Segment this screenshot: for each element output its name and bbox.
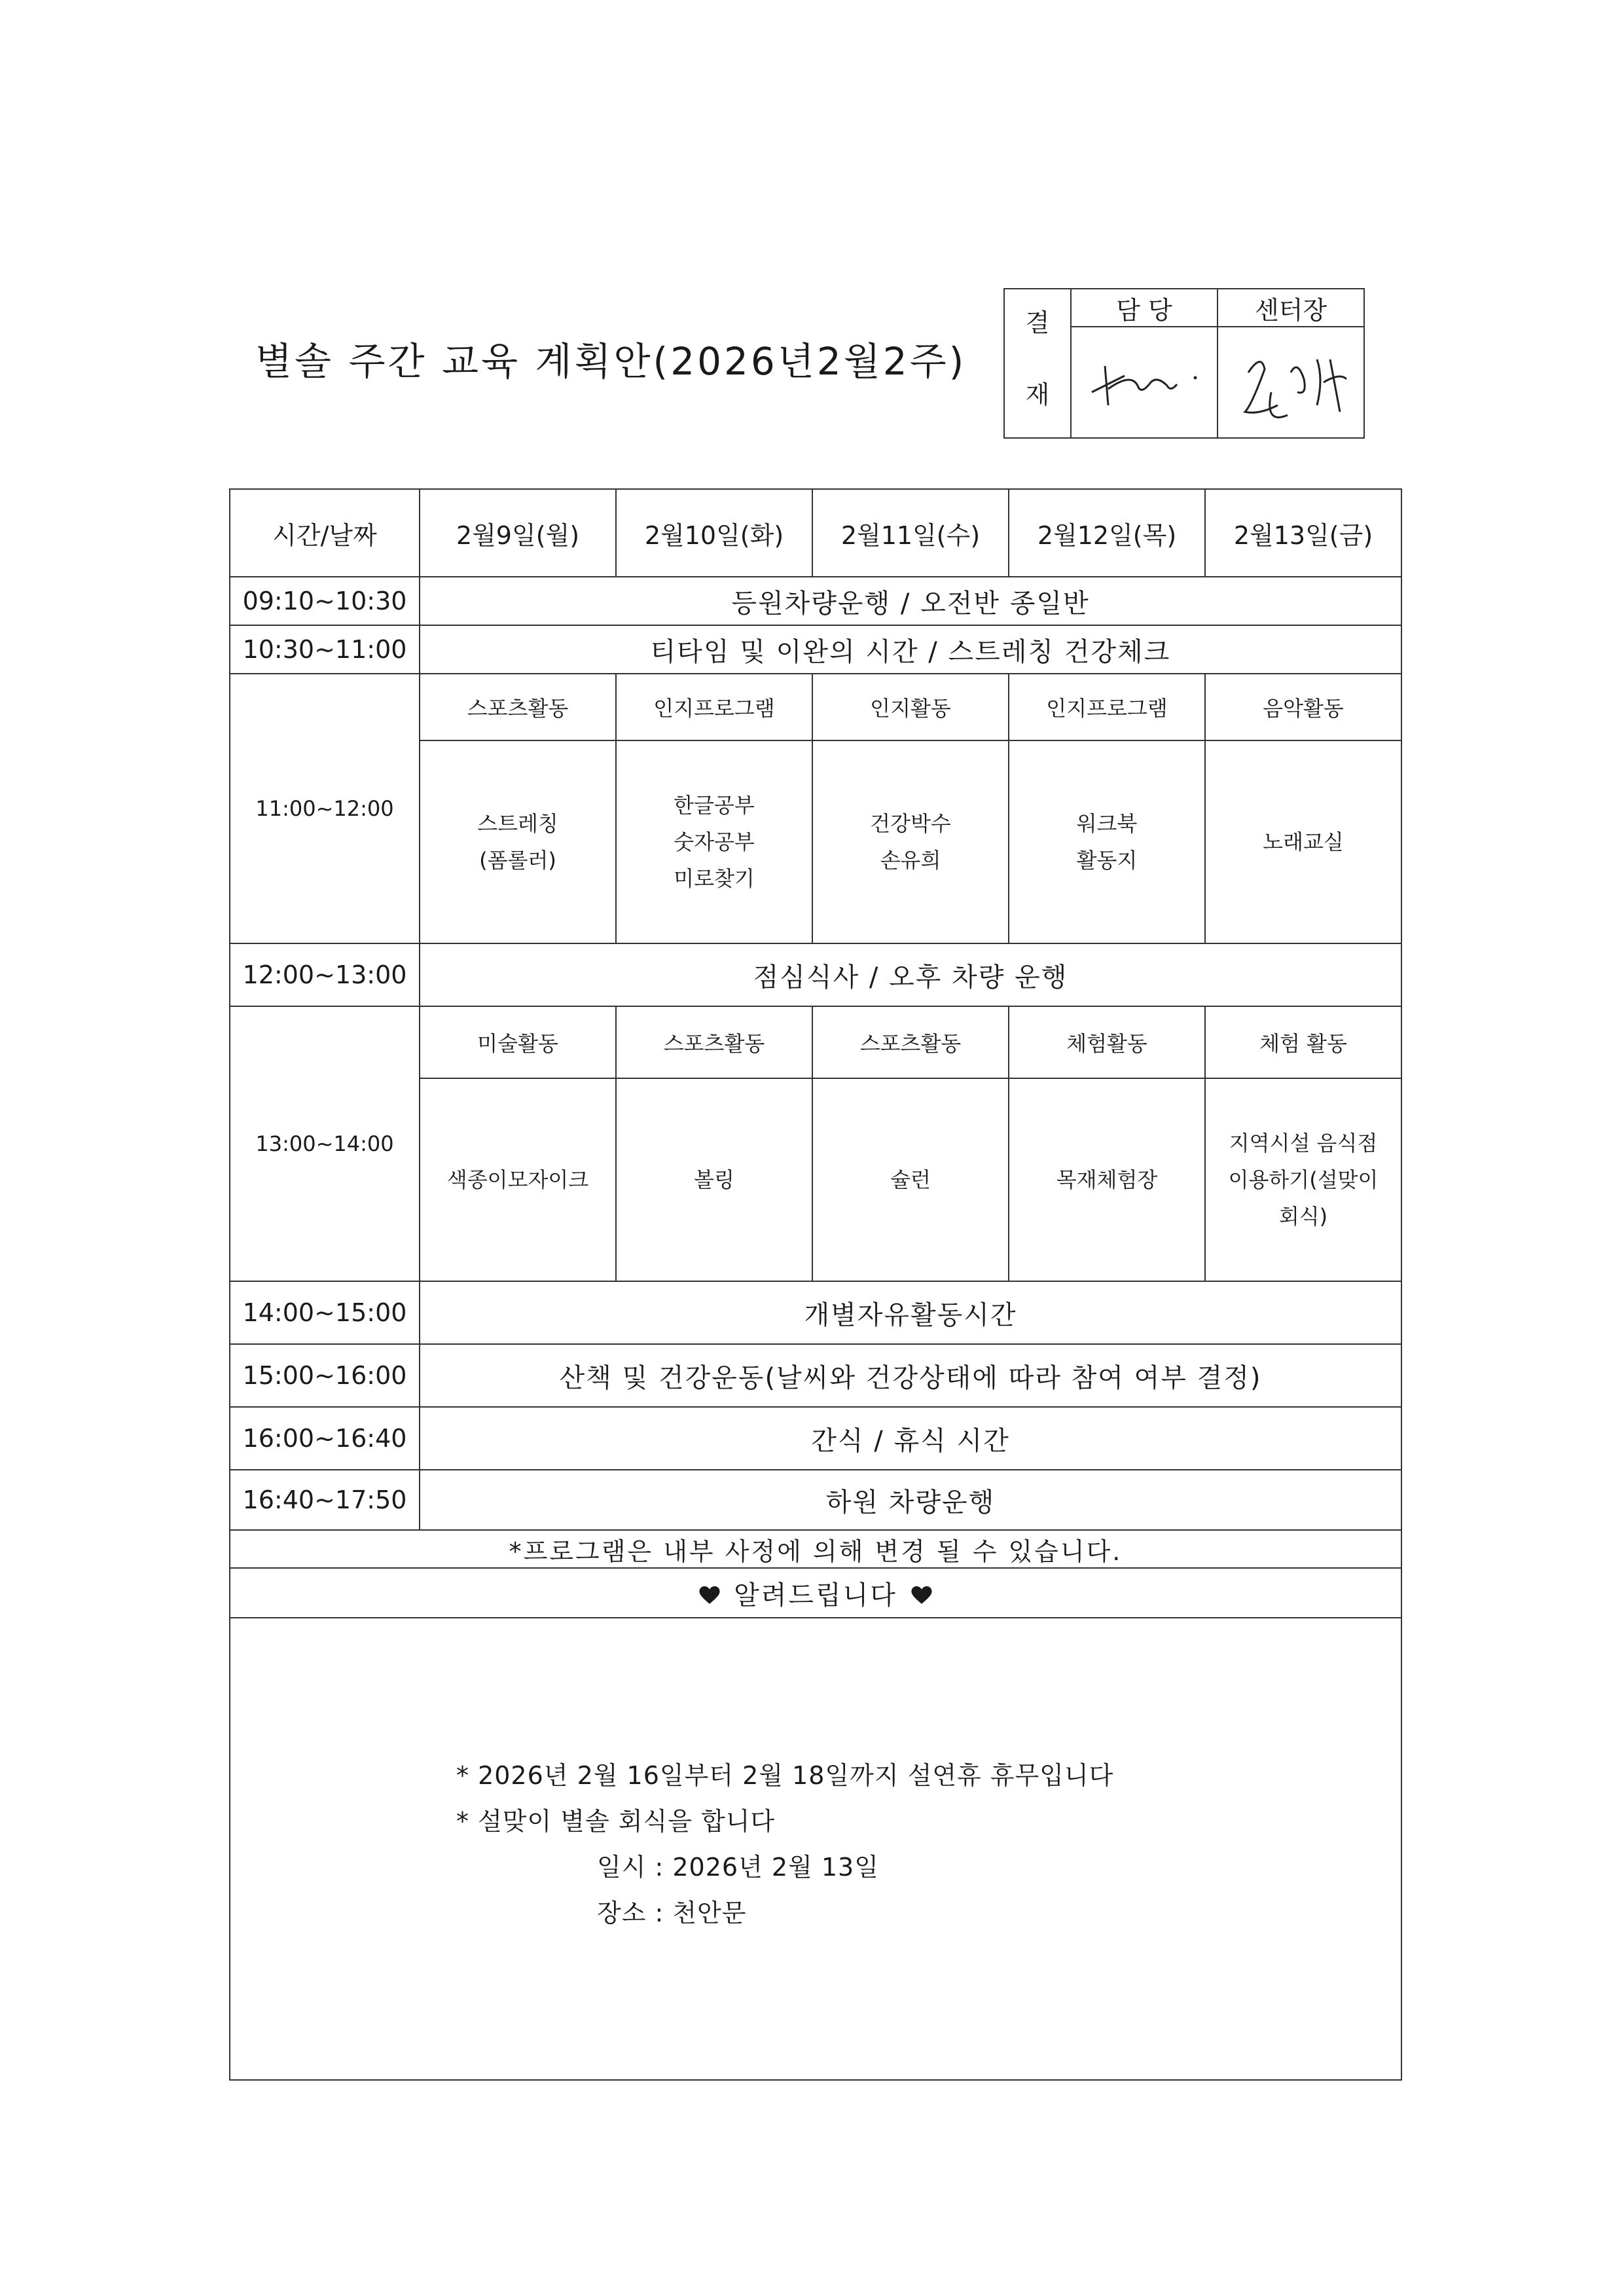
notice-date: 일시 : 2026년 2월 13일 xyxy=(597,1853,879,1882)
approval-side-top: 결 xyxy=(1025,308,1050,337)
activity-cell: 개별자유활동시간 xyxy=(420,1281,1401,1344)
notice-line: * 설맞이 별솔 회식을 합니다 xyxy=(456,1807,776,1836)
category-cell: 인지프로그램 xyxy=(1009,674,1205,740)
approval-side-label xyxy=(1004,289,1071,438)
detail-cell xyxy=(616,740,812,943)
header-row xyxy=(230,489,1401,577)
detail-line: 이용하기(설맞이 xyxy=(1228,1167,1379,1192)
schedule-row xyxy=(230,1344,1401,1407)
category-cell: 음악활동 xyxy=(1205,674,1401,740)
detail-line: 활동지 xyxy=(1076,848,1138,873)
heart-icon xyxy=(911,1584,933,1607)
detail-line: 스트레칭 xyxy=(477,811,558,836)
detail-cell xyxy=(420,1078,616,1281)
day-header: 2월9일(월) xyxy=(420,489,616,577)
detail-line: 회식) xyxy=(1278,1204,1328,1229)
time-cell: 13:00~14:00 xyxy=(230,1006,420,1281)
activity-cell: 간식 / 휴식 시간 xyxy=(420,1407,1401,1470)
detail-line: 목재체험장 xyxy=(1056,1167,1158,1192)
schedule-row xyxy=(230,1470,1401,1530)
signature-icon xyxy=(1225,333,1356,431)
detail-cell xyxy=(812,740,1009,943)
activity-cell: 하원 차량운행 xyxy=(420,1470,1401,1530)
schedule-row xyxy=(230,1407,1401,1470)
category-cell: 인지활동 xyxy=(812,674,1009,740)
note-row xyxy=(230,1530,1401,1568)
notice-body xyxy=(230,1618,1401,2080)
signature-icon xyxy=(1079,346,1210,418)
detail-line: 숫자공부 xyxy=(674,829,755,854)
category-row xyxy=(230,1006,1401,1078)
category-cell: 스포츠활동 xyxy=(420,674,616,740)
director-signature xyxy=(1218,327,1364,438)
time-cell: 14:00~15:00 xyxy=(230,1281,420,1344)
detail-line: 건강박수 xyxy=(870,811,951,836)
approval-col-manager: 담 당 xyxy=(1071,289,1218,327)
day-header: 2월12일(목) xyxy=(1009,489,1205,577)
notice-line: * 2026년 2월 16일부터 2월 18일까지 설연휴 휴무입니다 xyxy=(456,1761,1114,1790)
detail-line: 노래교실 xyxy=(1263,829,1344,854)
detail-line: 볼링 xyxy=(694,1167,734,1192)
detail-cell xyxy=(1009,740,1205,943)
detail-cell xyxy=(420,740,616,943)
category-cell: 인지프로그램 xyxy=(616,674,812,740)
page-title: 별솔 주간 교육 계획안(2026년2월2주) xyxy=(255,339,967,384)
notice-title: 알려드립니다 xyxy=(734,1580,897,1611)
schedule-row xyxy=(230,943,1401,1006)
detail-line: 손유희 xyxy=(880,848,941,873)
detail-line: 워크북 xyxy=(1076,811,1138,836)
detail-line: 미로찾기 xyxy=(674,866,755,891)
schedule-row xyxy=(230,625,1401,674)
detail-cell xyxy=(1205,740,1401,943)
day-header: 2월10일(화) xyxy=(616,489,812,577)
day-header: 2월13일(금) xyxy=(1205,489,1401,577)
detail-line: 지역시설 음식점 xyxy=(1229,1131,1378,1156)
time-cell: 15:00~16:00 xyxy=(230,1344,420,1407)
notice-body-row xyxy=(230,1618,1401,2080)
activity-cell: 산책 및 건강운동(날씨와 건강상태에 따라 참여 여부 결정) xyxy=(420,1344,1401,1407)
approval-box xyxy=(1003,288,1365,439)
approval-side-bottom: 재 xyxy=(1025,380,1050,409)
detail-line: 한글공부 xyxy=(674,793,755,818)
detail-cell xyxy=(1009,1078,1205,1281)
category-row xyxy=(230,674,1401,740)
notice-place: 장소 : 천안문 xyxy=(597,1899,747,1927)
time-cell: 16:00~16:40 xyxy=(230,1407,420,1470)
time-cell: 12:00~13:00 xyxy=(230,943,420,1006)
time-cell: 16:40~17:50 xyxy=(230,1470,420,1530)
category-cell: 미술활동 xyxy=(420,1006,616,1078)
detail-line: 색종이모자이크 xyxy=(446,1167,589,1192)
detail-line: (폼롤러) xyxy=(479,848,556,873)
corner-cell: 시간/날짜 xyxy=(230,489,420,577)
activity-cell: 등원차량운행 / 오전반 종일반 xyxy=(420,577,1401,625)
schedule-row xyxy=(230,1281,1401,1344)
detail-line: 슐런 xyxy=(890,1167,931,1192)
notice-header xyxy=(230,1568,1401,1618)
time-cell: 10:30~11:00 xyxy=(230,625,420,674)
category-cell: 스포츠활동 xyxy=(616,1006,812,1078)
category-cell: 스포츠활동 xyxy=(812,1006,1009,1078)
change-note: *프로그램은 내부 사정에 의해 변경 될 수 있습니다. xyxy=(230,1530,1401,1568)
notice-header-row xyxy=(230,1568,1401,1618)
time-cell: 09:10~10:30 xyxy=(230,577,420,625)
schedule-row xyxy=(230,577,1401,625)
detail-cell xyxy=(616,1078,812,1281)
approval-col-director: 센터장 xyxy=(1218,289,1364,327)
manager-signature xyxy=(1071,327,1218,438)
heart-icon xyxy=(698,1584,721,1607)
notice-content xyxy=(230,1618,1401,1936)
category-cell: 체험 활동 xyxy=(1205,1006,1401,1078)
detail-cell xyxy=(1205,1078,1401,1281)
schedule-table xyxy=(229,488,1402,2081)
activity-cell: 점심식사 / 오후 차량 운행 xyxy=(420,943,1401,1006)
time-cell: 11:00~12:00 xyxy=(230,674,420,943)
day-header: 2월11일(수) xyxy=(812,489,1009,577)
activity-cell: 티타임 및 이완의 시간 / 스트레칭 건강체크 xyxy=(420,625,1401,674)
detail-cell xyxy=(812,1078,1009,1281)
category-cell: 체험활동 xyxy=(1009,1006,1205,1078)
